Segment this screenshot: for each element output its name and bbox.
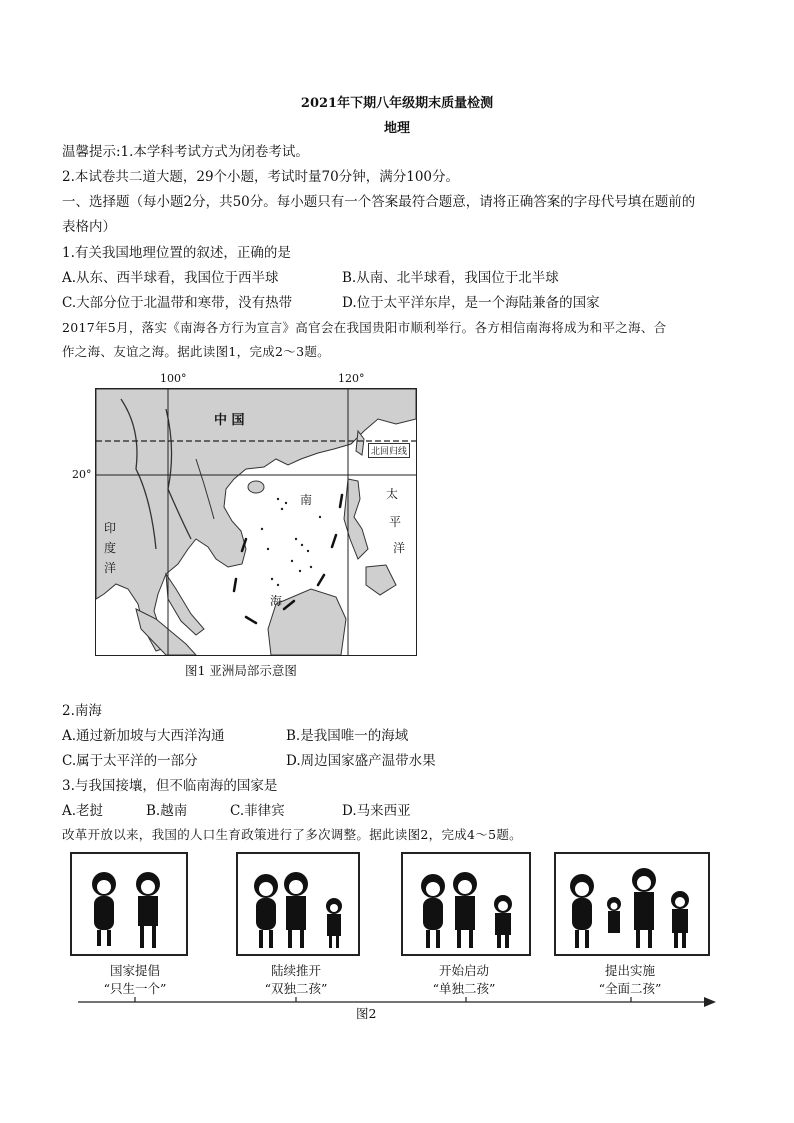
q2-option-b: B.是我国唯一的海域 <box>286 728 409 744</box>
figure1-caption: 图1 亚洲局部示意图 <box>185 663 297 678</box>
q3-option-b: B.越南 <box>146 803 188 819</box>
timeline-item-4 <box>570 962 690 998</box>
map-malay-peninsula <box>166 574 204 635</box>
family-illustration-3 <box>403 854 529 954</box>
map-south-china-sea-islands <box>261 498 321 586</box>
passage1-line-1: 2017年5月，落实《南海各方行为宣言》高官会在我国贵阳市顺利举行。各方相信南海将成为和平之海、合 <box>62 320 667 335</box>
map-land-mainland <box>96 389 416 651</box>
note-line-2: 2.本试卷共二道大题，29个小题，考试时量70分钟，满分100分。 <box>62 169 460 185</box>
map-lat-20: 20° <box>72 468 92 481</box>
timeline-item-2 <box>236 962 356 998</box>
q1-option-c: C.大部分位于北温带和寒带，没有热带 <box>62 295 293 311</box>
q1-stem: 1.有关我国地理位置的叙述，正确的是 <box>62 245 291 261</box>
timeline-arrow <box>78 994 718 1010</box>
q3-option-c: C.菲律宾 <box>230 803 285 819</box>
exam-title: 2021年下期八年级期末质量检测 <box>300 96 494 111</box>
note-line-1: 温馨提示:1.本学科考试方式为闭卷考试。 <box>62 144 309 160</box>
passage1-line-2: 作之海、友谊之海。据此读图1，完成2～3题。 <box>62 344 330 359</box>
timeline-item-1-bottom: “只生一个” <box>103 981 167 996</box>
map-label-indian-2: 度 <box>104 541 117 555</box>
panel-one-child <box>70 852 188 956</box>
q1-option-a: A.从东、西半球看，我国位于西半球 <box>62 270 279 286</box>
timeline-item-3-bottom: “单独二孩” <box>432 981 496 996</box>
family-illustration-2 <box>238 854 358 954</box>
map-label-pacific-2: 平 <box>389 515 402 529</box>
family-illustration-4 <box>556 854 708 954</box>
q1-option-b: B.从南、北半球看，我国位于北半球 <box>342 270 559 286</box>
q1-option-d: D.位于太平洋东岸，是一个海陆兼备的国家 <box>342 295 600 311</box>
q2-option-d: D.周边国家盛产温带水果 <box>286 753 436 769</box>
panel-universal-two-children <box>554 852 710 956</box>
map-label-china: 中 国 <box>214 413 245 428</box>
figure2-caption: 图2 <box>356 1006 377 1021</box>
q2-stem: 2.南海 <box>62 703 102 719</box>
map-hainan-island <box>248 481 264 493</box>
map-label-pacific-1: 太 <box>386 487 399 501</box>
timeline-item-2-top: 陆续推开 <box>270 963 321 978</box>
panel-double-only-two-children <box>236 852 360 956</box>
map-label-indian-1: 印 <box>104 521 117 535</box>
timeline-item-1 <box>75 962 195 998</box>
map-taiwan-island <box>356 431 364 455</box>
map-label-nan: 南 <box>300 493 313 507</box>
map-lon-120: 120° <box>338 372 365 385</box>
section1-instruction-2: 表格内） <box>62 219 116 235</box>
panel-single-only-two-children <box>401 852 531 956</box>
timeline-item-4-bottom: “全面二孩” <box>598 981 662 996</box>
timeline-item-4-top: 提出实施 <box>604 963 655 978</box>
q3-option-d: D.马来西亚 <box>342 803 411 819</box>
exam-subject: 地理 <box>383 121 410 136</box>
asia-partial-map <box>95 388 417 656</box>
map-label-hai: 海 <box>270 594 283 608</box>
q3-option-a: A.老挝 <box>62 803 104 819</box>
map-label-indian-3: 洋 <box>104 561 117 575</box>
map-label-pacific-3: 洋 <box>393 541 406 555</box>
q3-stem: 3.与我国接壤，但不临南海的国家是 <box>62 778 278 794</box>
timeline-item-3-top: 开始启动 <box>438 963 489 978</box>
section1-instruction-1: 一、选择题（每小题2分，共50分。每小题只有一个答案最符合题意，请将正确答案的字母代号填在题前的 <box>62 194 696 210</box>
passage2-line-1: 改革开放以来，我国的人口生育政策进行了多次调整。据此读图2，完成4～5题。 <box>62 827 522 842</box>
timeline-item-1-top: 国家提倡 <box>109 963 160 978</box>
family-illustration-1 <box>72 854 186 954</box>
q2-option-a: A.通过新加坡与大西洋沟通 <box>62 728 225 744</box>
map-philippines-south <box>366 565 396 595</box>
map-svg <box>96 389 416 655</box>
q2-option-c: C.属于太平洋的一部分 <box>62 753 198 769</box>
timeline-item-2-bottom: “双独二孩” <box>264 981 328 996</box>
map-lon-100: 100° <box>160 372 187 385</box>
timeline-item-3 <box>404 962 524 998</box>
map-label-tropic: 北回归线 <box>368 443 410 458</box>
